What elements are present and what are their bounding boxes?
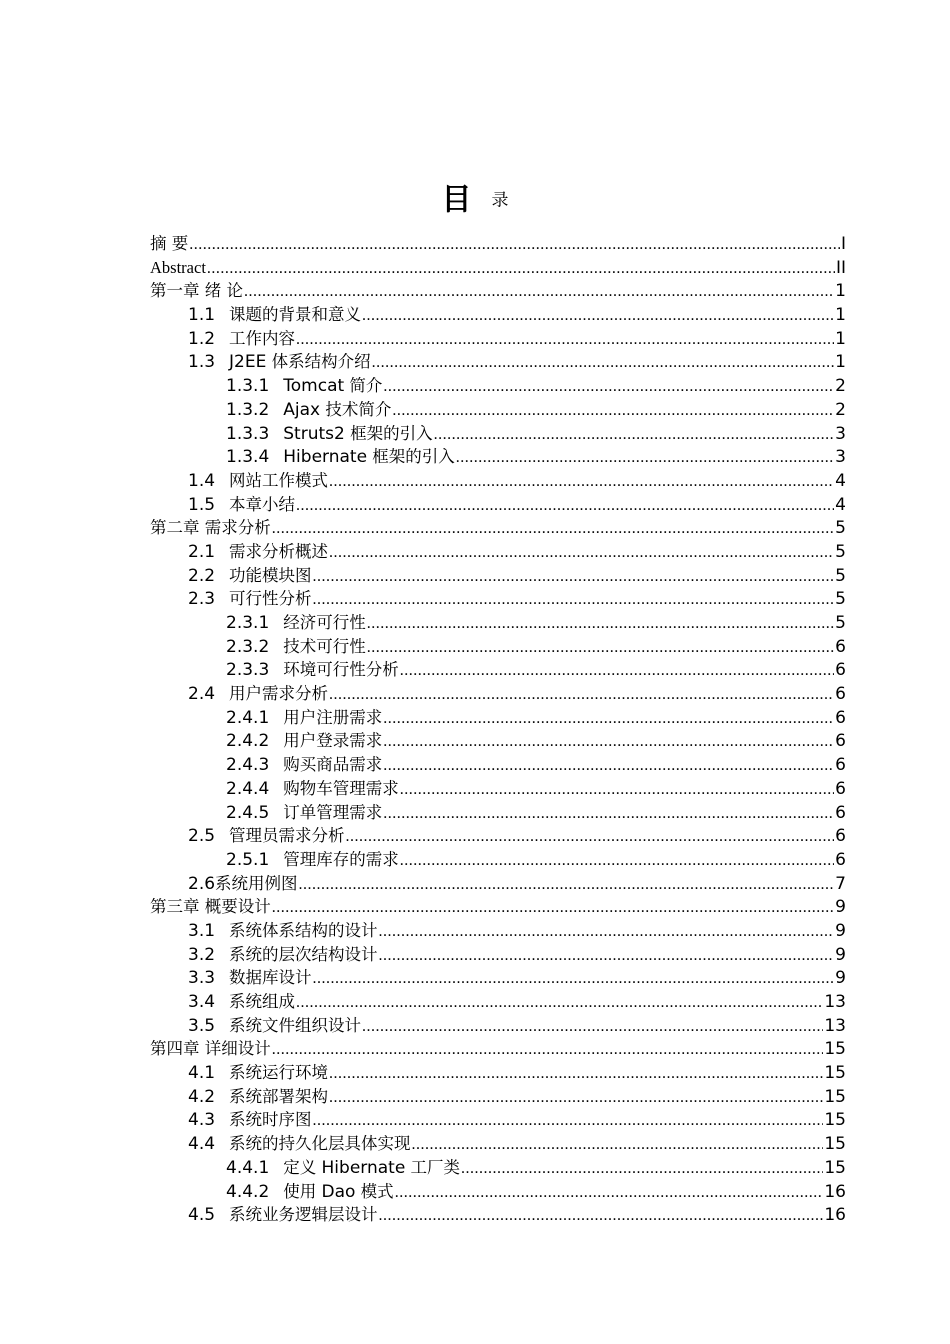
toc-entry-label: 系统用例图 xyxy=(215,873,298,893)
toc-entry-number: 1.5 xyxy=(188,494,216,515)
toc-entry-label: 本章小结 xyxy=(229,494,296,514)
toc-entry-label: Struts2 框架的引入 xyxy=(283,423,433,444)
toc-leader-dots xyxy=(400,778,834,802)
toc-entry-page: 1 xyxy=(835,305,846,326)
toc-entry[interactable] xyxy=(150,232,846,256)
toc-entry[interactable] xyxy=(150,564,846,588)
toc-entry-number: 1.3.4 xyxy=(226,447,270,468)
toc-entry-label: 需求分析概述 xyxy=(229,541,329,561)
toc-entry-number: 3.2 xyxy=(188,944,216,965)
toc-entry-number: 2.6 xyxy=(188,873,216,894)
toc-entry[interactable] xyxy=(150,1156,846,1180)
toc-title-sub: 录 xyxy=(491,190,509,211)
toc-entry-label: 系统运行环境 xyxy=(229,1063,329,1083)
toc-entry-page: 3 xyxy=(835,423,846,444)
toc-entry-page: 9 xyxy=(835,897,846,918)
toc-entry-number: 1.3.3 xyxy=(226,423,270,444)
toc-entry-label: 第三章 概要设计 xyxy=(150,897,271,917)
toc-leader-dots xyxy=(362,304,834,328)
toc-entry-page: 6 xyxy=(835,755,846,776)
toc-entry-page: 6 xyxy=(835,849,846,870)
toc-leader-dots xyxy=(456,446,834,470)
toc-entry[interactable] xyxy=(150,658,846,682)
toc-leader-dots xyxy=(329,1062,823,1086)
toc-entry-number: 2.3.2 xyxy=(226,636,270,657)
toc-entry-page: 15 xyxy=(824,1086,846,1107)
toc-entry-label: 技术可行性 xyxy=(283,636,366,656)
toc-entry-page: 15 xyxy=(824,1157,846,1178)
toc-entry-label: 系统组成 xyxy=(229,992,296,1011)
toc-entry[interactable] xyxy=(150,374,846,398)
toc-leader-dots xyxy=(372,351,835,375)
toc-leader-dots xyxy=(272,896,834,920)
toc-entry-number: 1.4 xyxy=(188,470,216,491)
toc-entry-label: 数据库设计 xyxy=(229,968,312,988)
toc-entry-label: 环境可行性分析 xyxy=(283,660,399,680)
toc-entry-label: 系统体系结构的设计 xyxy=(229,920,378,940)
toc-entry[interactable] xyxy=(150,1085,846,1109)
toc-entry-page: 2 xyxy=(835,399,846,420)
toc-entry-label: 用户需求分析 xyxy=(229,684,329,704)
toc-entry[interactable] xyxy=(150,1108,846,1132)
toc-leader-dots xyxy=(296,991,823,1015)
toc-entry[interactable] xyxy=(150,872,846,896)
toc-entry[interactable] xyxy=(150,445,846,469)
toc-entry[interactable] xyxy=(150,919,846,943)
toc-entry-page: 13 xyxy=(824,1015,846,1036)
toc-entry[interactable] xyxy=(150,256,846,280)
toc-entry[interactable] xyxy=(150,398,846,422)
toc-entry-page: 6 xyxy=(835,707,846,728)
toc-leader-dots xyxy=(383,802,834,826)
toc-entry-page: 6 xyxy=(835,660,846,681)
toc-entry-label: Hibernate 框架的引入 xyxy=(283,447,455,468)
toc-leader-dots xyxy=(383,375,834,399)
toc-entry[interactable] xyxy=(150,469,846,493)
toc-entry[interactable] xyxy=(150,1037,846,1061)
toc-entry-number: 4.3 xyxy=(188,1110,216,1131)
toc-entry-page: 6 xyxy=(835,778,846,799)
toc-entry-number: 2.3.1 xyxy=(226,613,270,633)
toc-entry-page: 15 xyxy=(824,1063,846,1084)
toc-entry-page: 2 xyxy=(835,376,846,397)
toc-entry-label: 管理库存的需求 xyxy=(283,849,399,869)
toc-entry-number: 2.5.1 xyxy=(226,849,270,870)
toc-entry-number: 2.4.5 xyxy=(226,802,270,823)
toc-leader-dots xyxy=(244,280,834,304)
table-of-contents xyxy=(150,232,846,1227)
toc-entry-number: 3.3 xyxy=(188,968,216,989)
toc-leader-dots xyxy=(346,825,835,849)
toc-entry[interactable] xyxy=(150,540,846,564)
toc-entry-label: 管理员需求分析 xyxy=(229,826,345,846)
toc-leader-dots xyxy=(362,1015,823,1039)
toc-entry-number: 4.5 xyxy=(188,1205,216,1226)
toc-entry[interactable] xyxy=(150,753,846,777)
toc-entry-label: 用户登录需求 xyxy=(283,731,383,751)
toc-entry-page: 5 xyxy=(835,541,846,562)
toc-entry-page: 15 xyxy=(824,1039,846,1060)
toc-entry-page: 6 xyxy=(835,684,846,705)
toc-leader-dots xyxy=(379,1204,824,1228)
toc-entry[interactable] xyxy=(150,943,846,967)
toc-leader-dots xyxy=(272,1038,824,1062)
toc-entry-label: 工作内容 xyxy=(229,328,296,348)
toc-entry-label: 经济可行性 xyxy=(283,613,366,632)
toc-title xyxy=(0,182,950,222)
toc-entry[interactable] xyxy=(150,729,846,753)
toc-entry-label: 可行性分析 xyxy=(229,589,312,609)
toc-leader-dots xyxy=(207,257,835,281)
toc-entry-label: 第一章 绪 论 xyxy=(150,281,243,301)
toc-entry-label: 系统业务逻辑层设计 xyxy=(229,1205,378,1225)
toc-entry-page: 4 xyxy=(835,494,846,515)
toc-leader-dots xyxy=(329,683,834,707)
toc-entry-page: 7 xyxy=(835,873,846,894)
toc-entry[interactable] xyxy=(150,777,846,801)
toc-entry-label: 系统部署架构 xyxy=(229,1086,329,1106)
toc-entry[interactable] xyxy=(150,1061,846,1085)
toc-entry[interactable] xyxy=(150,1180,846,1204)
toc-entry[interactable] xyxy=(150,493,846,517)
toc-entry-label: 系统的持久化层具体实现 xyxy=(229,1134,411,1154)
toc-entry-label: 定义 Hibernate 工厂类 xyxy=(283,1157,461,1178)
toc-entry-number: 2.4 xyxy=(188,684,216,705)
toc-entry-number: 4.4 xyxy=(188,1134,216,1155)
toc-leader-dots xyxy=(461,1157,823,1181)
toc-entry-page: 5 xyxy=(835,518,846,539)
toc-leader-dots xyxy=(313,967,835,991)
toc-entry-number: 2.4.4 xyxy=(226,778,270,799)
toc-entry[interactable] xyxy=(150,966,846,990)
toc-entry-number: 1.3.2 xyxy=(226,399,270,420)
toc-entry-number: 2.1 xyxy=(188,541,216,562)
toc-leader-dots xyxy=(400,659,834,683)
toc-entry-label: Ajax 技术简介 xyxy=(283,399,392,420)
toc-entry[interactable] xyxy=(150,279,846,303)
toc-entry-number: 3.5 xyxy=(188,1015,216,1036)
toc-leader-dots xyxy=(299,873,835,897)
toc-leader-dots xyxy=(383,754,834,778)
toc-leader-dots xyxy=(383,707,834,731)
toc-leader-dots xyxy=(189,233,840,257)
toc-entry-label: 功能模块图 xyxy=(229,565,312,585)
toc-entry-page: 6 xyxy=(835,802,846,823)
toc-entry[interactable] xyxy=(150,1203,846,1227)
toc-entry-label: 课题的背景和意义 xyxy=(229,305,362,325)
toc-entry-label: 摘 要 xyxy=(150,234,189,253)
toc-entry-label: 第二章 需求分析 xyxy=(150,518,271,538)
toc-entry-page: 5 xyxy=(835,589,846,610)
toc-entry[interactable] xyxy=(150,1014,846,1038)
toc-entry-page: 1 xyxy=(835,328,846,349)
toc-entry[interactable] xyxy=(150,516,846,540)
toc-entry[interactable] xyxy=(150,327,846,351)
toc-entry[interactable] xyxy=(150,635,846,659)
toc-entry-label: Tomcat 简介 xyxy=(283,376,383,397)
toc-leader-dots xyxy=(272,517,834,541)
toc-entry-page: 6 xyxy=(835,826,846,847)
toc-leader-dots xyxy=(367,612,834,636)
toc-entry-page: 16 xyxy=(824,1205,846,1226)
toc-entry[interactable] xyxy=(150,303,846,327)
toc-entry-page: 13 xyxy=(824,992,846,1012)
toc-entry-label: 网站工作模式 xyxy=(229,470,329,490)
toc-entry-number: 3.4 xyxy=(188,992,216,1012)
toc-entry-label: 购物车管理需求 xyxy=(283,778,399,798)
toc-entry-page: 9 xyxy=(835,944,846,965)
toc-leader-dots xyxy=(395,1181,824,1205)
toc-entry-label: 用户注册需求 xyxy=(283,707,383,727)
toc-entry-label: 第四章 详细设计 xyxy=(150,1039,271,1059)
toc-entry-page: 15 xyxy=(824,1134,846,1155)
toc-entry-page: 16 xyxy=(824,1181,846,1202)
toc-entry-label: 使用 Dao 模式 xyxy=(283,1181,394,1202)
toc-entry-page: I xyxy=(840,234,846,254)
toc-entry[interactable] xyxy=(150,706,846,730)
toc-entry-page: 6 xyxy=(835,636,846,657)
toc-entry[interactable] xyxy=(150,990,846,1014)
toc-entry[interactable] xyxy=(150,895,846,919)
toc-leader-dots xyxy=(329,541,834,565)
toc-entry-label: 订单管理需求 xyxy=(283,802,383,822)
toc-entry[interactable] xyxy=(150,682,846,706)
toc-entry-number: 1.1 xyxy=(188,305,216,326)
toc-entry[interactable] xyxy=(150,587,846,611)
toc-entry-label: Abstract xyxy=(150,257,206,277)
toc-entry[interactable] xyxy=(150,824,846,848)
toc-entry-page: 15 xyxy=(824,1110,846,1131)
toc-entry-label: 系统的层次结构设计 xyxy=(229,944,378,964)
toc-entry-number: 2.3 xyxy=(188,589,216,610)
toc-leader-dots xyxy=(313,588,835,612)
toc-title-main: 目 xyxy=(441,182,472,218)
toc-entry-label: J2EE 体系结构介绍 xyxy=(229,352,371,373)
toc-entry[interactable] xyxy=(150,801,846,825)
toc-entry-number: 2.4.1 xyxy=(226,707,270,728)
toc-entry-number: 1.3.1 xyxy=(226,376,270,397)
toc-entry-page: 5 xyxy=(835,613,846,633)
toc-entry-page: 5 xyxy=(835,565,846,586)
toc-leader-dots xyxy=(329,470,834,494)
toc-entry-page: 3 xyxy=(835,447,846,468)
toc-entry-number: 2.4.2 xyxy=(226,731,270,752)
toc-leader-dots xyxy=(400,849,834,873)
toc-leader-dots xyxy=(379,944,835,968)
toc-leader-dots xyxy=(392,399,834,423)
toc-entry-number: 2.3.3 xyxy=(226,660,270,681)
toc-entry[interactable] xyxy=(150,1132,846,1156)
toc-entry-page: 4 xyxy=(835,470,846,491)
toc-entry-number: 3.1 xyxy=(188,920,216,941)
toc-leader-dots xyxy=(313,565,835,589)
toc-entry-number: 2.4.3 xyxy=(226,755,270,776)
toc-entry[interactable] xyxy=(150,611,846,635)
toc-entry-number: 2.2 xyxy=(188,565,216,586)
toc-entry-label: 系统时序图 xyxy=(229,1110,312,1130)
toc-entry-number: 4.2 xyxy=(188,1086,216,1107)
toc-leader-dots xyxy=(379,920,835,944)
toc-entry-label: 购买商品需求 xyxy=(283,755,383,775)
toc-entry[interactable] xyxy=(150,848,846,872)
toc-entry-page: 1 xyxy=(835,281,846,302)
toc-entry[interactable] xyxy=(150,422,846,446)
toc-entry-page: 9 xyxy=(835,968,846,989)
toc-leader-dots xyxy=(412,1133,824,1157)
toc-leader-dots xyxy=(296,328,834,352)
toc-entry-page: 1 xyxy=(835,352,846,373)
toc-entry-label: 系统文件组织设计 xyxy=(229,1015,362,1035)
toc-entry-number: 2.5 xyxy=(188,826,216,847)
toc-leader-dots xyxy=(367,636,834,660)
toc-entry-number: 1.2 xyxy=(188,328,216,349)
toc-leader-dots xyxy=(383,730,834,754)
toc-entry-number: 4.4.2 xyxy=(226,1181,270,1202)
toc-leader-dots xyxy=(296,494,834,518)
toc-leader-dots xyxy=(313,1109,824,1133)
toc-entry[interactable] xyxy=(150,350,846,374)
toc-entry-page: 6 xyxy=(835,731,846,752)
toc-entry-number: 4.4.1 xyxy=(226,1157,270,1178)
toc-leader-dots xyxy=(329,1086,823,1110)
toc-leader-dots xyxy=(434,423,835,447)
toc-entry-number: 4.1 xyxy=(188,1063,216,1084)
toc-entry-number: 1.3 xyxy=(188,352,216,373)
toc-entry-page: II xyxy=(835,257,846,278)
toc-entry-page: 9 xyxy=(835,920,846,941)
